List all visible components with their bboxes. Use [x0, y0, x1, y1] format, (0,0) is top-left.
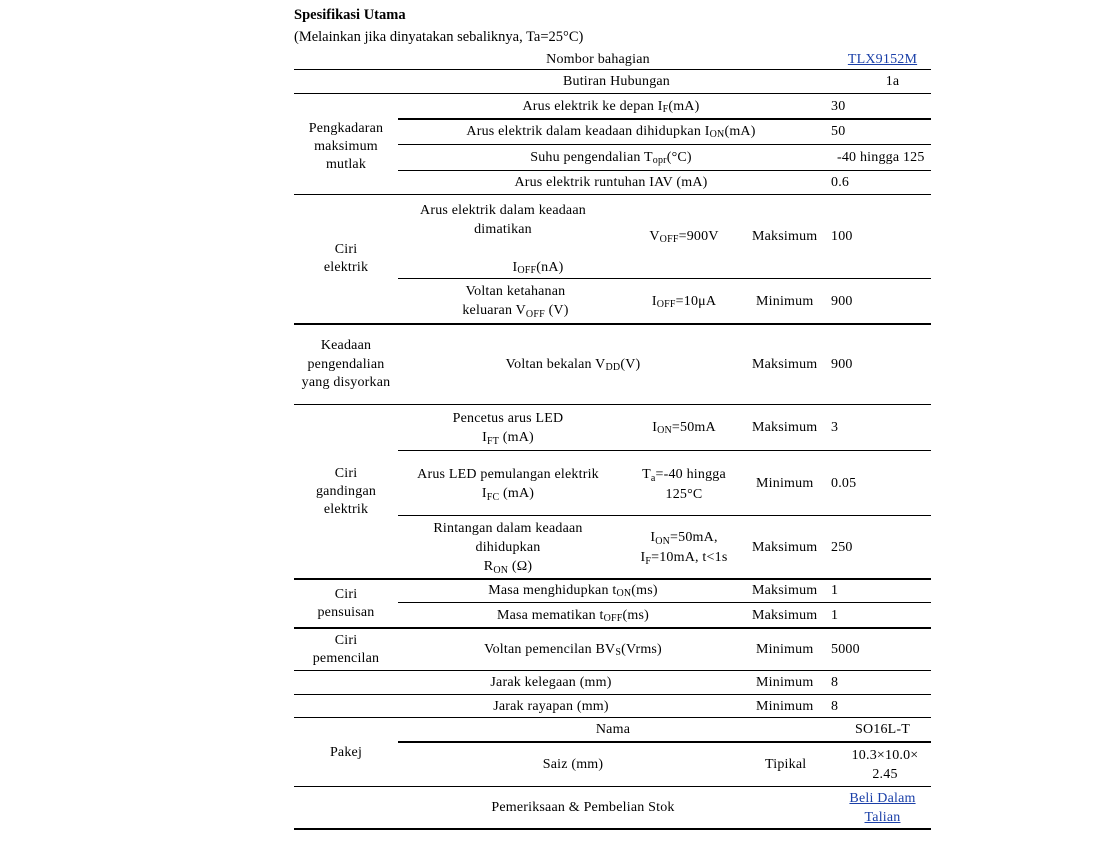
cond-sub: OFF	[656, 298, 676, 310]
trigger-condition	[624, 405, 744, 450]
rule	[294, 323, 931, 325]
symbol-text: I	[512, 260, 518, 275]
size-line1: 10.3×10.0×	[851, 747, 919, 763]
param-unit: (V)	[544, 303, 569, 318]
param-line1: Voltan ketahanan	[465, 284, 566, 299]
on-resistance-limit: Maksimum	[752, 539, 818, 555]
cond2-val: =10mA, t<1s	[651, 549, 728, 565]
param-line1: Pencetus arus LED	[452, 411, 564, 426]
cond-val: =10μA	[675, 293, 717, 309]
cond2-sym: I	[640, 549, 646, 565]
isolation-limit: Minimum	[756, 641, 814, 657]
trigger-param	[398, 407, 618, 450]
ton-limit: Maksimum	[752, 583, 818, 598]
on-resistance-condition	[624, 517, 744, 578]
param-sym: I	[481, 485, 487, 501]
param-unit: (mA)	[499, 485, 535, 501]
param-sub: ON	[709, 129, 725, 140]
creepage-limit: Minimum	[756, 698, 814, 714]
param-text: Arus elektrik dalam keadaan dihidupkan I	[466, 124, 710, 139]
param-unit: (mA)	[724, 124, 756, 139]
recommended-limit: Maksimum	[752, 357, 818, 372]
package-group-label: Pakej	[329, 744, 363, 760]
param-line1: Arus LED pemulangan elektrik	[417, 466, 599, 482]
rule	[398, 450, 931, 451]
abs-value-avalanche-current: 0.6	[831, 174, 850, 190]
on-resistance-param	[398, 517, 618, 578]
release-limit: Minimum	[756, 476, 814, 491]
package-size-limit: Tipikal	[765, 756, 807, 772]
rule	[294, 670, 931, 671]
param-text: Masa mematikan t	[496, 607, 604, 623]
withstand-limit: Minimum	[756, 293, 814, 309]
contact-label: Butiran Hubungan	[562, 74, 671, 89]
rule	[398, 515, 931, 516]
release-value: 0.05	[831, 476, 857, 491]
part-number-link[interactable]: TLX9152M	[847, 52, 918, 67]
switching-group-label: Ciri pensuisan	[317, 587, 375, 620]
param-sub: FC	[486, 491, 500, 503]
rule	[398, 602, 931, 603]
trigger-value: 3	[831, 419, 839, 435]
buy-online-link[interactable]	[849, 789, 915, 827]
cond-sub: ON	[657, 424, 672, 436]
clearance-param: Jarak kelegaan (mm)	[490, 675, 612, 690]
size-line2: 2.45	[872, 766, 898, 782]
toff-limit: Maksimum	[752, 607, 818, 623]
cond1-sub: ON	[655, 535, 671, 547]
param-text: Voltan bekalan V	[505, 357, 606, 372]
on-resistance-value: 250	[831, 539, 853, 555]
cond1-val: =50mA,	[670, 529, 718, 545]
absolute-max-group-label: Pengkadaran maksimum mutlak	[308, 121, 384, 172]
trigger-limit: Maksimum	[752, 419, 818, 435]
isolation-param	[398, 629, 748, 670]
cond-line2: 125°C	[665, 486, 703, 502]
package-size-label: Saiz (mm)	[542, 756, 604, 772]
rule	[294, 828, 931, 830]
cond-sym: V	[649, 229, 660, 244]
param-line1: Rintangan dalam keadaan	[433, 520, 583, 536]
toff-value: 1	[831, 607, 839, 623]
cond-sym: I	[652, 419, 658, 435]
param-line2: keluaran V	[462, 303, 526, 318]
param-unit: (mA)	[499, 430, 534, 445]
cond-sub: a	[650, 472, 656, 484]
param-sub: ON	[616, 588, 632, 599]
stock-label: Pemeriksaan & Pembelian Stok	[491, 800, 675, 815]
off-current-value: 100	[831, 229, 853, 244]
abs-value-temperature: -40 hingga 125	[837, 150, 925, 165]
coupled-group-label: Ciri gandingan elektrik	[315, 465, 377, 517]
off-current-condition	[624, 195, 744, 279]
rule	[294, 694, 931, 695]
param-sub: OFF	[603, 612, 623, 624]
param-unit: (ms)	[622, 607, 650, 623]
param-sub: DD	[605, 362, 621, 373]
toff-param	[398, 604, 748, 627]
param-sym: I	[482, 430, 487, 445]
param-sub: S	[615, 646, 622, 658]
symbol-sub: OFF	[517, 265, 537, 276]
abs-value-on-current: 50	[831, 124, 846, 139]
cond-sym: T	[642, 466, 651, 482]
param-text: Masa menghidupkan t	[488, 583, 617, 598]
cond2-sub: F	[645, 555, 652, 567]
param-unit: (mA)	[668, 98, 700, 114]
rule	[398, 144, 931, 145]
param-text: Arus elektrik ke depan I	[522, 98, 663, 114]
param-unit: (Vrms)	[621, 641, 662, 657]
release-param	[398, 453, 618, 515]
abs-row-avalanche-current: Arus elektrik runtuhan IAV (mA)	[514, 174, 708, 190]
recommended-value: 900	[831, 357, 853, 372]
withstand-value: 900	[831, 293, 853, 309]
release-condition	[624, 453, 744, 515]
symbol-unit: (nA)	[536, 260, 564, 275]
cond1-sym: I	[650, 529, 656, 545]
ton-value: 1	[831, 583, 839, 598]
param-unit: (Ω)	[508, 558, 533, 574]
rule	[294, 93, 931, 94]
part-number-label: Nombor bahagian	[546, 52, 650, 67]
package-name-label: Nama	[595, 722, 631, 737]
recommended-param	[398, 326, 748, 404]
off-current-param	[398, 200, 608, 240]
param-sym: R	[483, 558, 494, 574]
param-sub: FT	[486, 436, 500, 447]
abs-row-on-current	[398, 120, 824, 144]
param-line2: dimatikan	[474, 222, 532, 237]
cond-val: =50mA	[671, 419, 716, 435]
page-subtitle: (Melainkan jika dinyatakan sebaliknya, Ta=25°C)	[294, 29, 584, 45]
off-current-limit: Maksimum	[752, 229, 818, 244]
isolation-value: 5000	[831, 641, 860, 657]
param-sub: opr	[652, 155, 667, 166]
param-line2: dihidupkan	[475, 539, 541, 555]
withstand-condition	[624, 280, 744, 323]
contact-value: 1a	[885, 74, 900, 89]
param-line1: Arus elektrik dalam keadaan	[420, 203, 586, 218]
clearance-limit: Minimum	[756, 675, 814, 690]
cond-sym: I	[651, 293, 657, 309]
electrical-group-label: Ciri elektrik	[323, 242, 369, 275]
abs-row-forward-current	[398, 95, 824, 118]
link-line1[interactable]: Beli Dalam	[849, 791, 916, 806]
param-sub: ON	[493, 564, 509, 576]
link-line2[interactable]: Talian	[864, 810, 901, 825]
isolation-group-label: Ciri pemencilan	[312, 632, 380, 666]
ton-param	[398, 580, 748, 602]
cond-val: =-40 hingga	[655, 466, 726, 482]
cond-sub: OFF	[659, 234, 679, 245]
package-name-value: SO16L-T	[854, 722, 911, 737]
rule	[294, 717, 931, 718]
abs-row-temperature	[398, 146, 824, 170]
rule	[294, 786, 931, 787]
param-unit: (ms)	[631, 583, 658, 598]
param-sub: OFF	[525, 309, 545, 320]
param-sub: F	[662, 103, 669, 115]
recommended-group-label: Keadaan pengendalian yang disyorkan	[301, 338, 391, 391]
creepage-param: Jarak rayapan (mm)	[493, 698, 609, 714]
param-unit: (°C)	[666, 150, 692, 165]
package-size-value	[839, 743, 931, 786]
clearance-value: 8	[831, 675, 839, 690]
spec-table	[294, 49, 931, 831]
abs-value-forward-current: 30	[831, 98, 846, 114]
param-text: Voltan pemencilan BV	[484, 641, 616, 657]
withstand-param	[398, 280, 633, 323]
part-number-value[interactable]	[834, 50, 931, 70]
page-title: Spesifikasi Utama	[294, 7, 406, 23]
param-unit: (V)	[620, 357, 641, 372]
cond-val: =900V	[678, 229, 719, 244]
creepage-value: 8	[831, 698, 839, 714]
param-text: Suhu pengendalian T	[530, 150, 653, 165]
buy-online-link-wrap[interactable]	[834, 788, 931, 828]
